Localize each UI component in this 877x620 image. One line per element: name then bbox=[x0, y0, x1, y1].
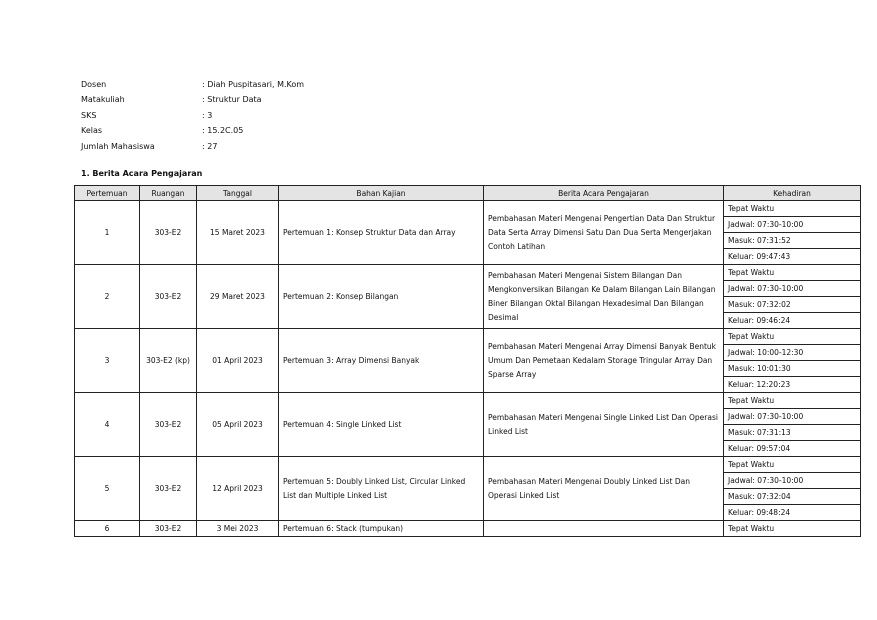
cell-kehadiran-status: Tepat Waktu bbox=[724, 265, 861, 281]
cell-ruangan: 303-E2 bbox=[140, 265, 197, 329]
info-row-matakuliah bbox=[81, 92, 304, 107]
cell-ruangan: 303-E2 bbox=[140, 457, 197, 521]
cell-kehadiran-masuk: Masuk: 07:31:52 bbox=[724, 233, 861, 249]
cell-pertemuan: 2 bbox=[75, 265, 140, 329]
header-pertemuan: Pertemuan bbox=[75, 186, 140, 201]
info-value: : Diah Puspitasari, M.Kom bbox=[202, 80, 305, 89]
header-ruangan: Ruangan bbox=[140, 186, 197, 201]
cell-tanggal: 05 April 2023 bbox=[197, 393, 279, 457]
header-bahan-kajian: Bahan Kajian bbox=[279, 186, 484, 201]
cell-berita-acara: Pembahasan Materi Mengenai Sistem Bilangan Dan Mengkonversikan Bilangan Ke Dalam Bilangan Lain Bilangan Biner Bilangan Oktal Bilangan Hexadesimal Dan Bilangan Desimal bbox=[484, 265, 724, 329]
cell-kehadiran-keluar: Keluar: 09:47:43 bbox=[724, 249, 861, 265]
cell-kehadiran-jadwal: Jadwal: 07:30-10:00 bbox=[724, 217, 861, 233]
info-label: Dosen bbox=[81, 80, 107, 89]
cell-kehadiran-masuk: Masuk: 10:01:30 bbox=[724, 361, 861, 377]
cell-bahan-kajian: Pertemuan 4: Single Linked List bbox=[279, 393, 484, 457]
info-row-kelas bbox=[81, 123, 304, 138]
cell-tanggal: 29 Maret 2023 bbox=[197, 265, 279, 329]
header-tanggal: Tanggal bbox=[197, 186, 279, 201]
cell-tanggal: 01 April 2023 bbox=[197, 329, 279, 393]
cell-berita-acara bbox=[484, 521, 724, 537]
cell-pertemuan: 6 bbox=[75, 521, 140, 537]
info-label: Jumlah Mahasiswa bbox=[81, 141, 155, 151]
table-header-row bbox=[75, 186, 861, 201]
cell-kehadiran-masuk: Masuk: 07:31:13 bbox=[724, 425, 861, 441]
section-title: 1. Berita Acara Pengajaran bbox=[81, 169, 203, 178]
cell-pertemuan: 4 bbox=[75, 393, 140, 457]
table-row bbox=[75, 329, 861, 345]
info-row-sks bbox=[81, 108, 304, 123]
info-label: Matakuliah bbox=[81, 95, 125, 105]
cell-kehadiran-masuk: Masuk: 07:32:02 bbox=[724, 297, 861, 313]
info-value: : 3 bbox=[202, 110, 213, 120]
cell-kehadiran-status: Tepat Waktu bbox=[724, 201, 861, 217]
cell-berita-acara: Pembahasan Materi Mengenai Array Dimensi Banyak Bentuk Umum Dan Pemetaan Kedalam Storage Tringular Array Dan Sparse Array bbox=[484, 329, 724, 393]
cell-pertemuan: 5 bbox=[75, 457, 140, 521]
table-row bbox=[75, 393, 861, 409]
cell-bahan-kajian: Pertemuan 1: Konsep Struktur Data dan Array bbox=[279, 201, 484, 265]
cell-kehadiran-jadwal: Jadwal: 07:30-10:00 bbox=[724, 473, 861, 489]
cell-bahan-kajian: Pertemuan 5: Doubly Linked List, Circular Linked List dan Multiple Linked List bbox=[279, 457, 484, 521]
cell-kehadiran-status: Tepat Waktu bbox=[724, 457, 861, 473]
info-row-jumlah bbox=[81, 139, 304, 154]
cell-berita-acara: Pembahasan Materi Mengenai Doubly Linked List Dan Operasi Linked List bbox=[484, 457, 724, 521]
course-info bbox=[81, 77, 304, 154]
cell-ruangan: 303-E2 (kp) bbox=[140, 329, 197, 393]
table-row bbox=[75, 201, 861, 217]
cell-kehadiran-jadwal: Jadwal: 07:30-10:00 bbox=[724, 409, 861, 425]
cell-kehadiran-keluar: Keluar: 09:46:24 bbox=[724, 313, 861, 329]
cell-kehadiran-jadwal: Jadwal: 07:30-10:00 bbox=[724, 281, 861, 297]
info-value: : Struktur Data bbox=[202, 95, 262, 105]
berita-acara-table bbox=[74, 185, 861, 537]
cell-kehadiran-masuk: Masuk: 07:32:04 bbox=[724, 489, 861, 505]
cell-kehadiran-status: Tepat Waktu bbox=[724, 329, 861, 345]
info-label: Kelas bbox=[81, 126, 103, 136]
header-kehadiran: Kehadiran bbox=[724, 186, 861, 201]
cell-tanggal: 15 Maret 2023 bbox=[197, 201, 279, 265]
cell-pertemuan: 1 bbox=[75, 201, 140, 265]
table-row bbox=[75, 457, 861, 473]
cell-ruangan: 303-E2 bbox=[140, 393, 197, 457]
cell-kehadiran-status: Tepat Waktu bbox=[724, 393, 861, 409]
cell-tanggal: 3 Mei 2023 bbox=[197, 521, 279, 537]
info-row-dosen bbox=[81, 77, 304, 92]
cell-berita-acara: Pembahasan Materi Mengenai Pengertian Data Dan Struktur Data Serta Array Dimensi Satu Dan Dua Serta Mengerjakan Contoh Latihan bbox=[484, 201, 724, 265]
table-row bbox=[75, 265, 861, 281]
cell-bahan-kajian: Pertemuan 6: Stack (tumpukan) bbox=[279, 521, 484, 537]
cell-berita-acara: Pembahasan Materi Mengenai Single Linked List Dan Operasi Linked List bbox=[484, 393, 724, 457]
cell-ruangan: 303-E2 bbox=[140, 201, 197, 265]
cell-bahan-kajian: Pertemuan 2: Konsep Bilangan bbox=[279, 265, 484, 329]
cell-bahan-kajian: Pertemuan 3: Array Dimensi Banyak bbox=[279, 329, 484, 393]
cell-kehadiran-jadwal: Jadwal: 10:00-12:30 bbox=[724, 345, 861, 361]
info-value: : 27 bbox=[202, 141, 218, 151]
table-row bbox=[75, 521, 861, 537]
cell-pertemuan: 3 bbox=[75, 329, 140, 393]
info-value: : 15.2C.05 bbox=[202, 126, 244, 136]
cell-kehadiran-keluar: Keluar: 12:20:23 bbox=[724, 377, 861, 393]
header-berita-acara: Berita Acara Pengajaran bbox=[484, 186, 724, 201]
info-label: SKS bbox=[81, 110, 97, 120]
cell-kehadiran-status: Tepat Waktu bbox=[724, 521, 861, 537]
cell-tanggal: 12 April 2023 bbox=[197, 457, 279, 521]
cell-ruangan: 303-E2 bbox=[140, 521, 197, 537]
cell-kehadiran-keluar: Keluar: 09:48:24 bbox=[724, 505, 861, 521]
cell-kehadiran-keluar: Keluar: 09:57:04 bbox=[724, 441, 861, 457]
